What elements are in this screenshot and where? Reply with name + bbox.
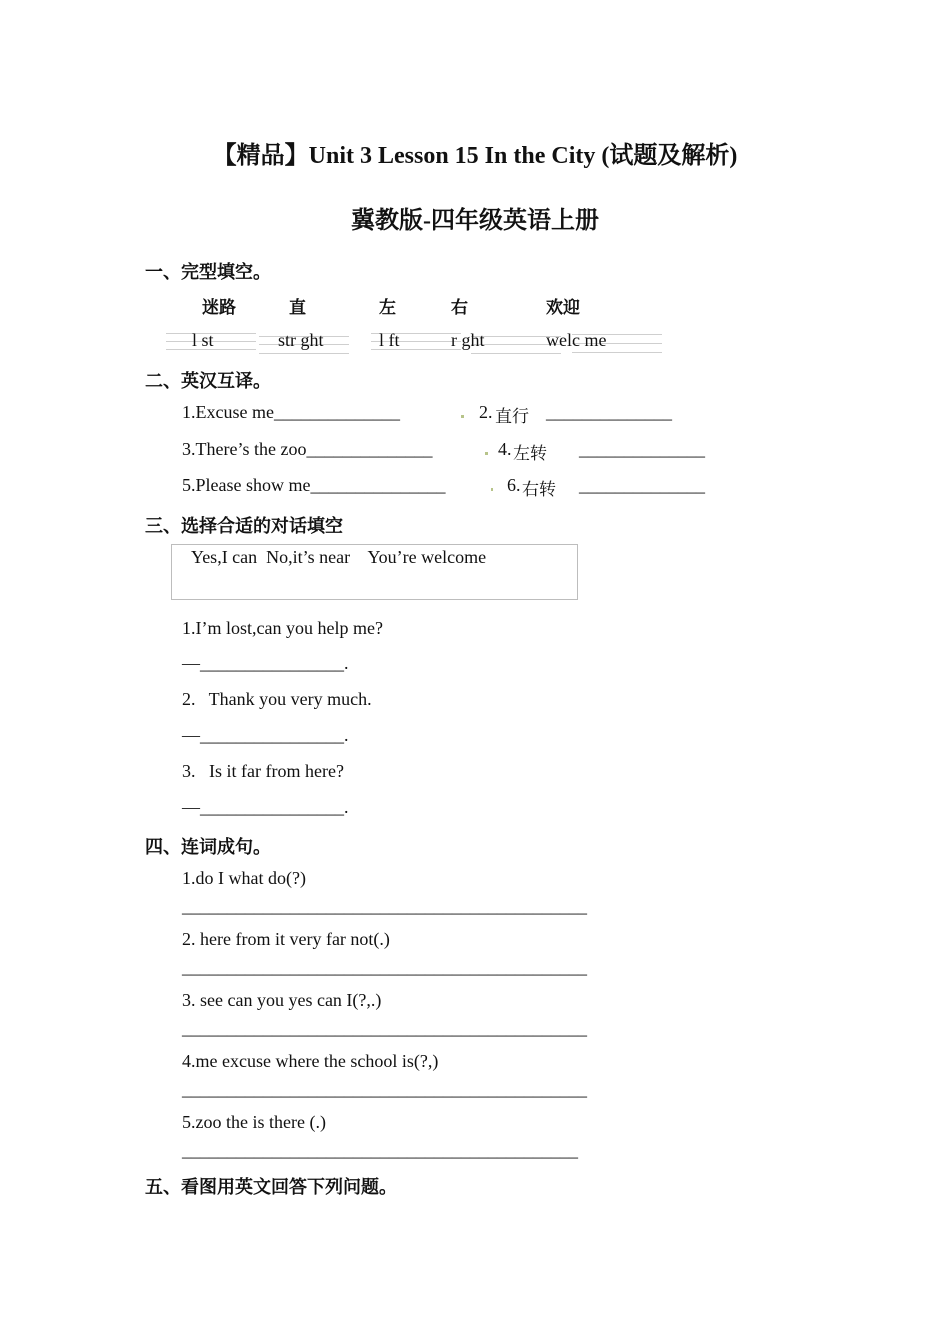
- word-cn-2: 直: [289, 298, 306, 318]
- reorder-answer-line-3[interactable]: _____________________________________________: [182, 1018, 587, 1038]
- page-title: 【精品】Unit 3 Lesson 15 In the City (试题及解析): [212, 143, 738, 169]
- word-cn-4: 右: [451, 298, 468, 318]
- dialogue-options: Yes,I can No,it’s near You’re welcome: [191, 547, 487, 567]
- dialogue-question-1: 1.I’m lost,can you help me?: [182, 618, 383, 638]
- reorder-answer-line-5[interactable]: ____________________________________________: [182, 1140, 578, 1160]
- word-en-blank-5[interactable]: welc me: [546, 330, 607, 350]
- translate-item-6-num: 6.: [507, 475, 521, 495]
- section-3-heading: 三、选择合适的对话填空: [145, 516, 343, 537]
- translate-item-4-num: 4.: [498, 439, 512, 459]
- translate-item-2-num: 2.: [479, 402, 493, 422]
- word-cn-5: 欢迎: [546, 298, 580, 318]
- reorder-answer-line-1[interactable]: _____________________________________________: [182, 896, 587, 916]
- section-4-heading: 四、连词成句。: [145, 837, 271, 858]
- word-en-blank-1[interactable]: l st: [192, 330, 214, 350]
- word-en-blank-3[interactable]: l ft: [379, 330, 400, 350]
- section-5-heading: 五、看图用英文回答下列问题。: [145, 1177, 397, 1198]
- word-en-blank-2[interactable]: str ght: [278, 330, 324, 350]
- translate-item-2-cn: 直行: [495, 407, 529, 427]
- word-en-blank-4[interactable]: r ght: [451, 330, 485, 350]
- marker-dot: [491, 488, 493, 491]
- section-1-heading: 一、完型填空。: [145, 262, 271, 283]
- reorder-prompt-5: 5.zoo the is there (.): [182, 1112, 326, 1132]
- translate-item-2-blank[interactable]: ______________: [546, 402, 672, 422]
- marker-dot: [485, 452, 488, 455]
- section-2-heading: 二、英汉互译。: [145, 371, 271, 392]
- reorder-answer-line-2[interactable]: _____________________________________________: [182, 957, 587, 977]
- word-cn-1: 迷路: [202, 298, 236, 318]
- word-cn-3: 左: [379, 298, 396, 318]
- dialogue-answer-3[interactable]: —________________.: [182, 797, 349, 817]
- dialogue-question-2: 2. Thank you very much.: [182, 689, 372, 709]
- dialogue-answer-1[interactable]: —________________.: [182, 653, 349, 673]
- translate-item-1[interactable]: 1.Excuse me______________: [182, 402, 400, 422]
- reorder-prompt-1: 1.do I what do(?): [182, 868, 306, 888]
- reorder-answer-line-4[interactable]: _____________________________________________: [182, 1079, 587, 1099]
- dialogue-answer-2[interactable]: —________________.: [182, 725, 349, 745]
- translate-item-6-blank[interactable]: ______________: [579, 475, 705, 495]
- marker-dot: [461, 415, 464, 418]
- translate-item-5[interactable]: 5.Please show me_______________: [182, 475, 446, 495]
- page-subtitle: 冀教版-四年级英语上册: [351, 208, 599, 234]
- translate-item-6-cn: 右转: [522, 480, 556, 500]
- dialogue-question-3: 3. Is it far from here?: [182, 761, 344, 781]
- reorder-prompt-2: 2. here from it very far not(.): [182, 929, 390, 949]
- reorder-prompt-4: 4.me excuse where the school is(?,): [182, 1051, 439, 1071]
- translate-item-4-blank[interactable]: ______________: [579, 439, 705, 459]
- translate-item-4-cn: 左转: [513, 444, 547, 464]
- translate-item-3[interactable]: 3.There’s the zoo______________: [182, 439, 433, 459]
- reorder-prompt-3: 3. see can you yes can I(?,.): [182, 990, 382, 1010]
